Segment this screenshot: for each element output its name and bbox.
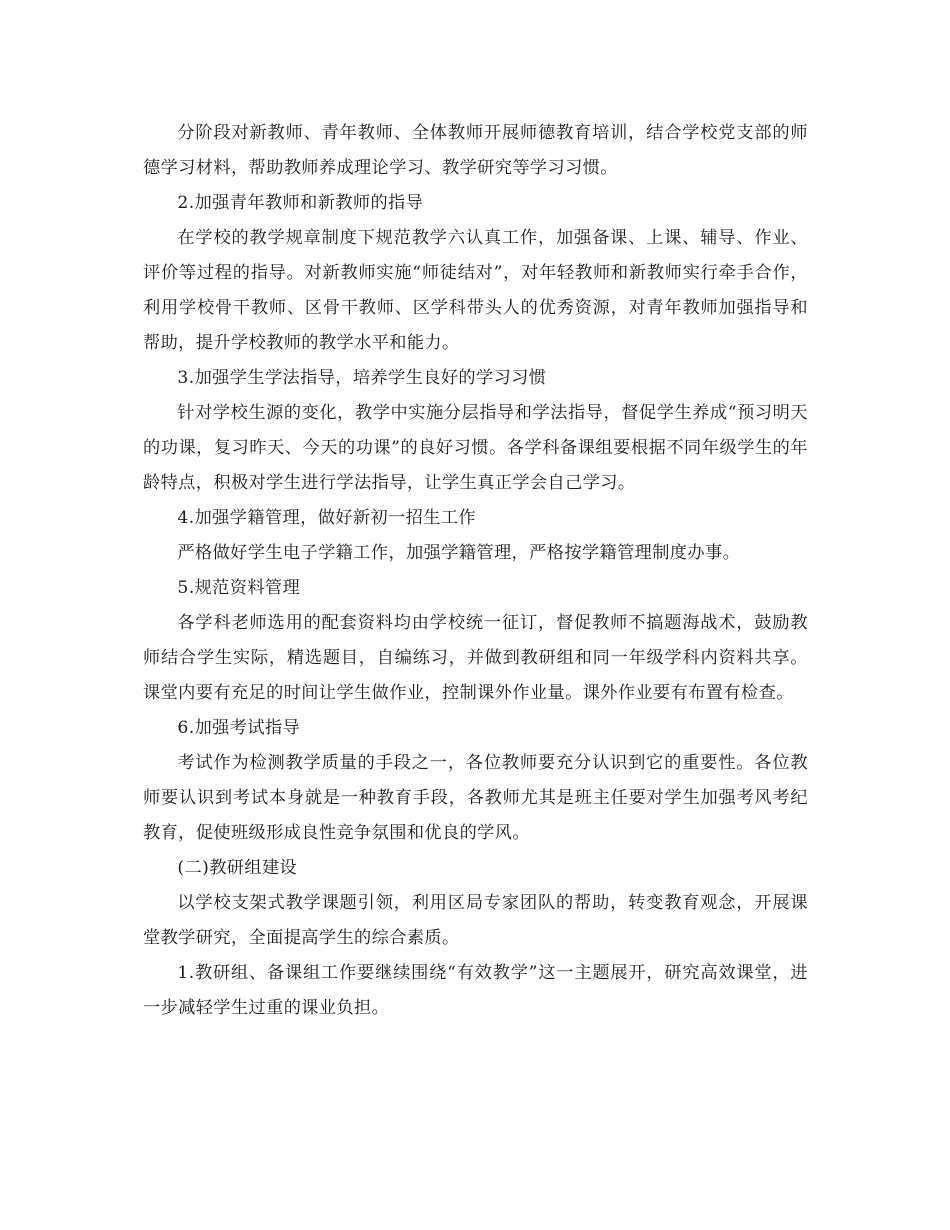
body-paragraph: 以学校支架式教学课题引领，利用区局专家团队的帮助，转变教育观念，开展课堂教学研究，全面提高学生的综合素质。 — [143, 893, 808, 948]
section-heading: (二)教研组建设 — [177, 858, 298, 878]
section-heading: 3.加强学生学法指导，培养学生良好的学习习惯 — [177, 368, 547, 388]
body-paragraph: 针对学校生源的变化，教学中实施分层指导和学法指导，督促学生养成“预习明天的功课，复习昨天、今天的功课”的良好习惯。各学科备课组要根据不同年级学生的年龄特点，积极对学生进行学法指导，让学生真正学会自己学习。 — [143, 403, 808, 493]
body-paragraph: 1.教研组、备课组工作要继续围绕“有效教学”这一主题展开，研究高效课堂，进一步减轻学生过重的课业负担。 — [143, 963, 808, 1018]
body-paragraph: 分阶段对新教师、青年教师、全体教师开展师德教育培训，结合学校党支部的师德学习材料，帮助教师养成理论学习、教学研究等学习习惯。 — [143, 123, 808, 178]
section-heading: 6.加强考试指导 — [177, 718, 301, 738]
body-paragraph: 严格做好学生电子学籍工作，加强学籍管理，严格按学籍管理制度办事。 — [177, 543, 741, 563]
body-paragraph: 考试作为检测教学质量的手段之一，各位教师要充分认识到它的重要性。各位教师要认识到考试本身就是一种教育手段，各教师尤其是班主任要对学生加强考风考纪教育，促使班级形成良性竞争氛围和优良的学风。 — [143, 753, 808, 843]
body-paragraph: 在学校的教学规章制度下规范教学六认真工作，加强备课、上课、辅导、作业、评价等过程的指导。对新教师实施“师徒结对”，对年轻教师和新教师实行牵手合作，利用学校骨干教师、区骨干教师、区学科带头人的优秀资源，对青年教师加强指导和帮助，提升学校教师的教学水平和能力。 — [143, 228, 808, 353]
section-heading: 4.加强学籍管理，做好新初一招生工作 — [177, 508, 476, 528]
section-heading: 5.规范资料管理 — [177, 578, 301, 598]
document-body — [143, 116, 808, 1026]
section-heading: 2.加强青年教师和新教师的指导 — [177, 193, 424, 213]
body-paragraph: 各学科老师选用的配套资料均由学校统一征订，督促教师不搞题海战术，鼓励教师结合学生实际，精选题目，自编练习，并做到教研组和同一年级学科内资料共享。课堂内要有充足的时间让学生做作业，控制课外作业量。课外作业要有布置有检查。 — [143, 613, 808, 703]
